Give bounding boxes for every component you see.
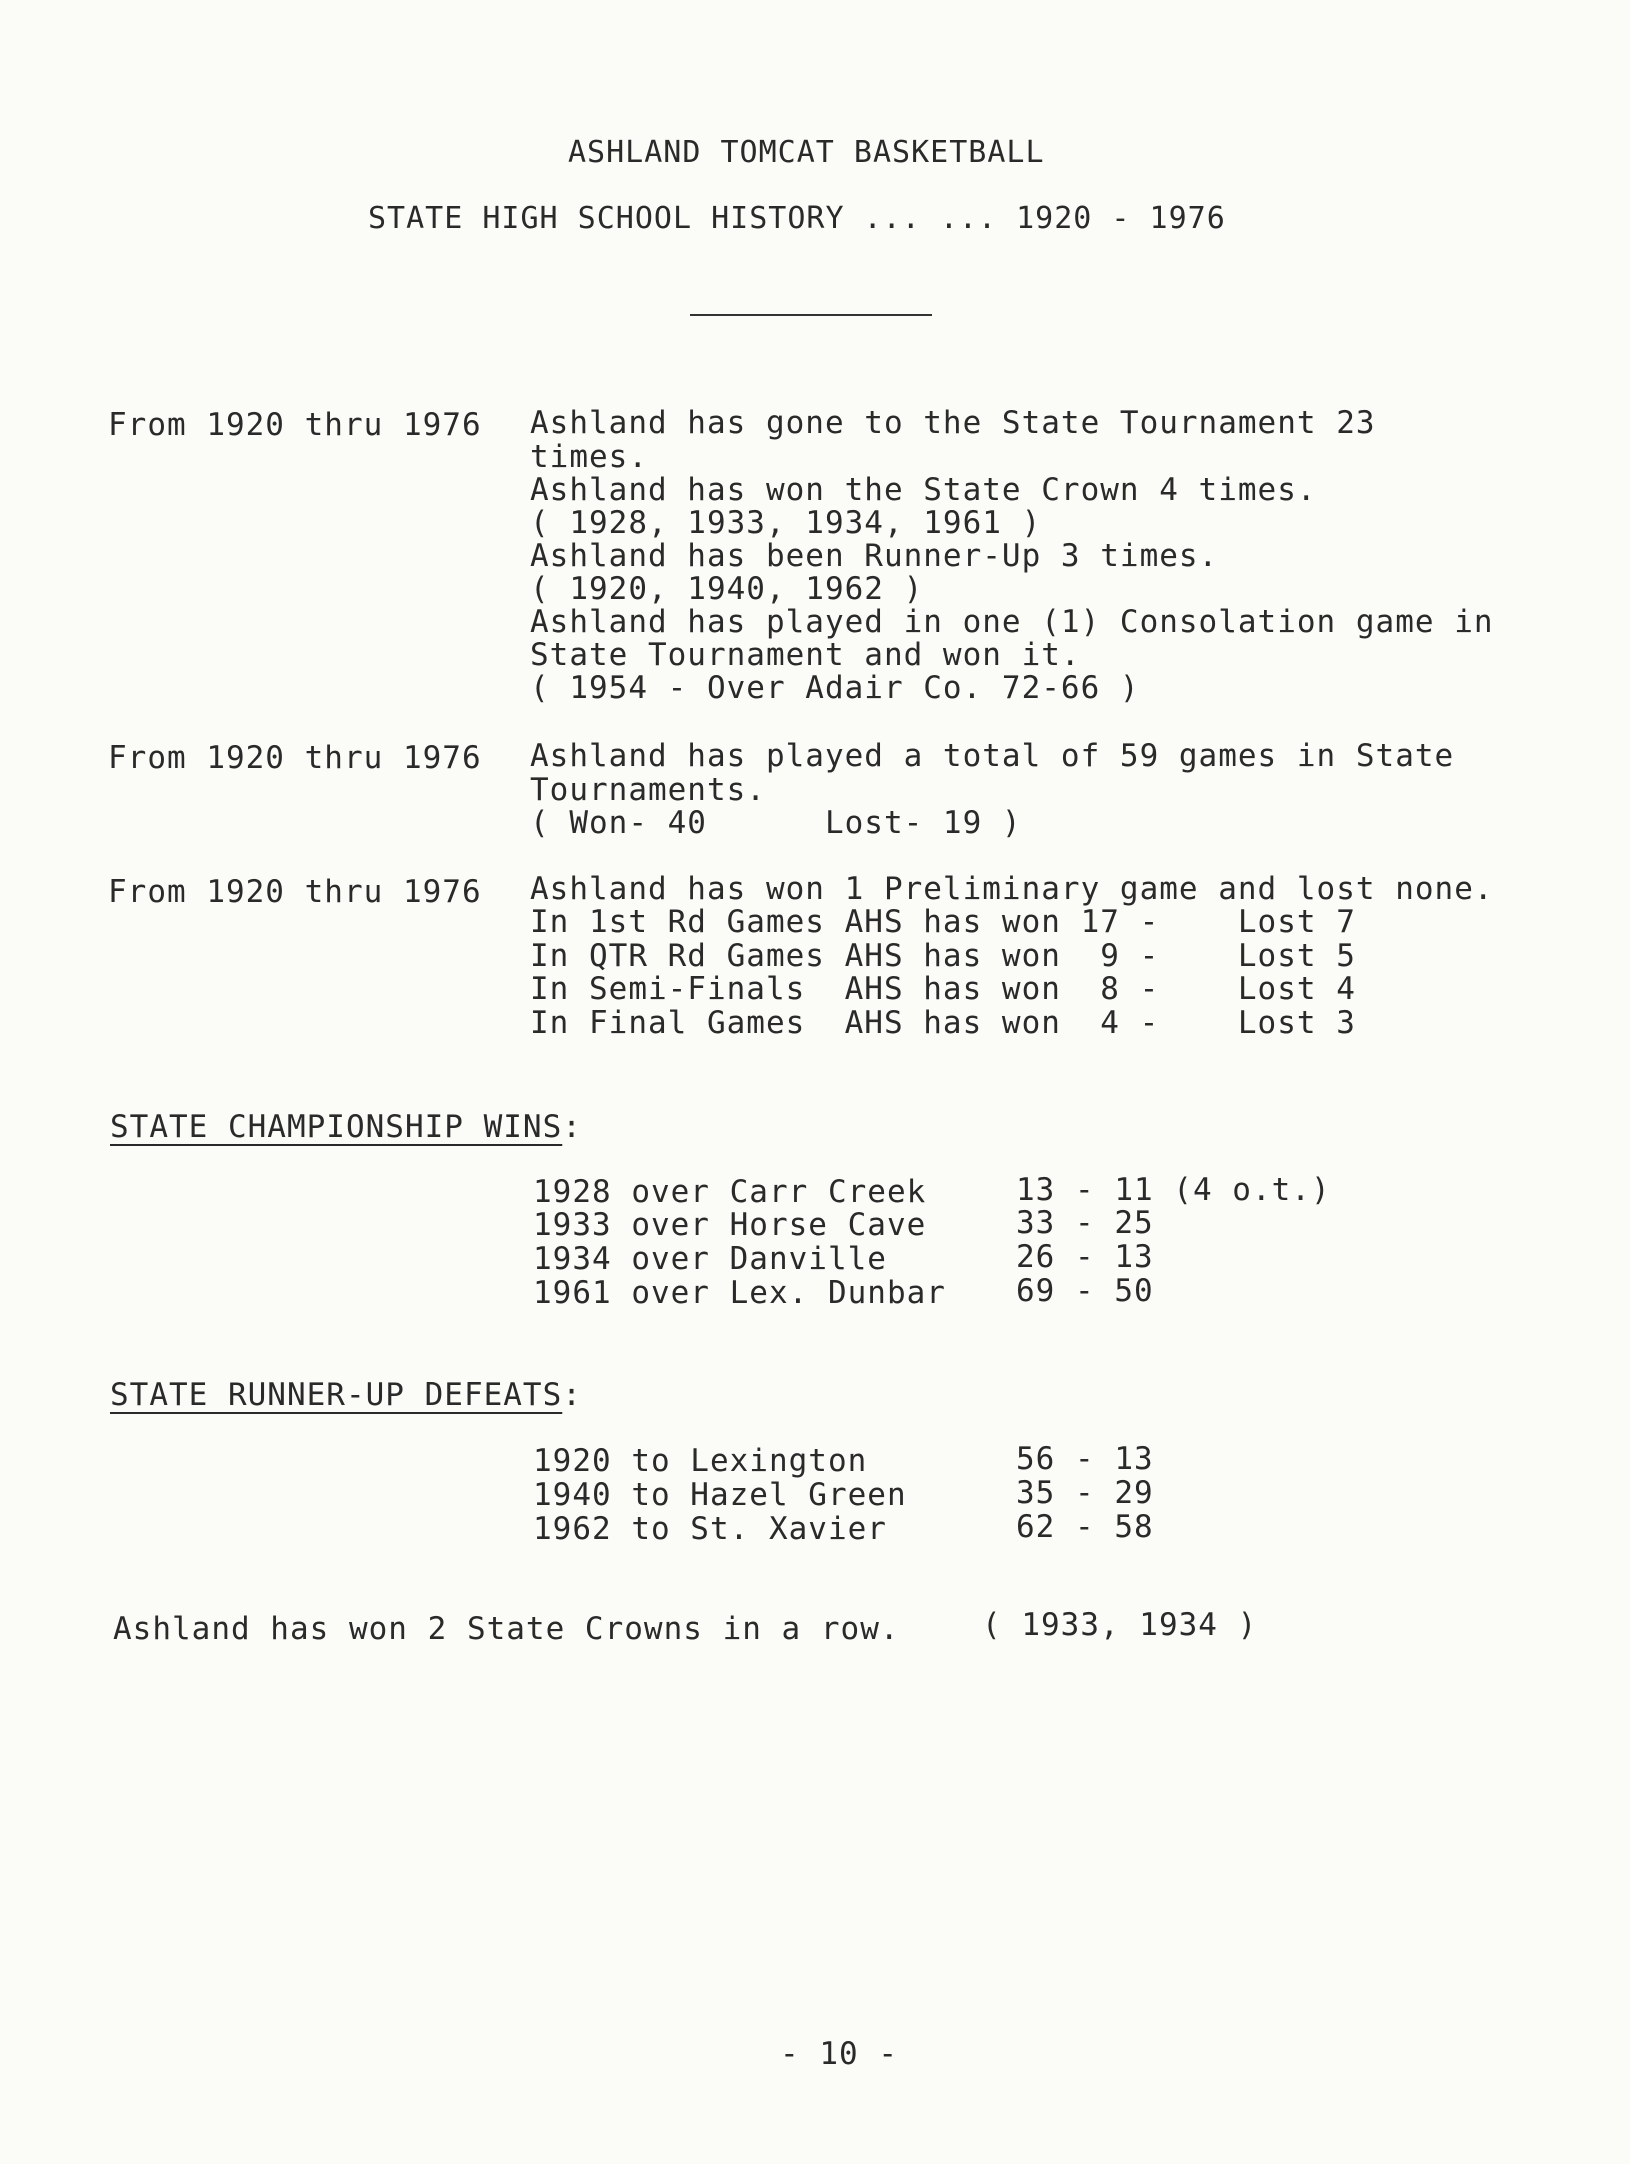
section-line: Ashland has won 1 Preliminary game and lost none. bbox=[530, 871, 1494, 907]
footer-note-years: ( 1933, 1934 ) bbox=[982, 1607, 1258, 1643]
table-row: 1962 to St. Xavier bbox=[533, 1511, 887, 1547]
runner-up-heading: STATE RUNNER-UP DEFEATS: bbox=[110, 1377, 582, 1413]
section-line: ( Won- 40 Lost- 19 ) bbox=[530, 805, 1022, 841]
section-line: Ashland has been Runner-Up 3 times. bbox=[530, 538, 1219, 574]
section-line: ( 1928, 1933, 1934, 1961 ) bbox=[530, 505, 1042, 541]
section-line: In 1st Rd Games AHS has won 17 - Lost 7 bbox=[530, 904, 1356, 940]
score-cell: 69 - 50 bbox=[1016, 1273, 1154, 1309]
page-title: ASHLAND TOMCAT BASKETBALL bbox=[568, 135, 1045, 170]
section-line: Tournaments. bbox=[530, 772, 766, 808]
footer-note: Ashland has won 2 State Crowns in a row. bbox=[113, 1611, 900, 1647]
score-cell: 56 - 13 bbox=[1016, 1441, 1154, 1477]
section-line: times. bbox=[530, 439, 648, 475]
section-label: From 1920 thru 1976 bbox=[108, 407, 482, 443]
table-row: 1933 over Horse Cave bbox=[533, 1207, 927, 1243]
score-cell: 35 - 29 bbox=[1016, 1475, 1154, 1511]
page-number: - 10 - bbox=[780, 2036, 898, 2072]
section-line: Ashland has played in one (1) Consolation game in bbox=[530, 604, 1494, 640]
section-line: In Final Games AHS has won 4 - Lost 3 bbox=[530, 1005, 1356, 1041]
table-row: 1928 over Carr Creek bbox=[533, 1174, 927, 1210]
section-line: State Tournament and won it. bbox=[530, 637, 1081, 673]
section-line: ( 1954 - Over Adair Co. 72-66 ) bbox=[530, 670, 1140, 706]
section-line: In QTR Rd Games AHS has won 9 - Lost 5 bbox=[530, 938, 1356, 974]
score-cell: 13 - 11 (4 o.t.) bbox=[1016, 1172, 1331, 1208]
section-line: Ashland has won the State Crown 4 times. bbox=[530, 472, 1317, 508]
table-row: 1940 to Hazel Green bbox=[533, 1477, 907, 1513]
section-line: Ashland has gone to the State Tournament 23 bbox=[530, 405, 1376, 441]
section-line: In Semi-Finals AHS has won 8 - Lost 4 bbox=[530, 971, 1356, 1007]
score-cell: 33 - 25 bbox=[1016, 1205, 1154, 1241]
table-row: 1961 over Lex. Dunbar bbox=[533, 1275, 946, 1311]
table-row: 1920 to Lexington bbox=[533, 1443, 868, 1479]
section-label: From 1920 thru 1976 bbox=[108, 874, 482, 910]
page-subtitle: STATE HIGH SCHOOL HISTORY ... ... 1920 - 1976 bbox=[368, 201, 1226, 236]
table-row: 1934 over Danville bbox=[533, 1241, 887, 1277]
championships-heading: STATE CHAMPIONSHIP WINS: bbox=[110, 1109, 582, 1145]
title-divider bbox=[690, 314, 932, 316]
score-cell: 62 - 58 bbox=[1016, 1509, 1154, 1545]
section-label: From 1920 thru 1976 bbox=[108, 740, 482, 776]
section-line: ( 1920, 1940, 1962 ) bbox=[530, 571, 924, 607]
section-line: Ashland has played a total of 59 games in State bbox=[530, 738, 1455, 774]
score-cell: 26 - 13 bbox=[1016, 1239, 1154, 1275]
